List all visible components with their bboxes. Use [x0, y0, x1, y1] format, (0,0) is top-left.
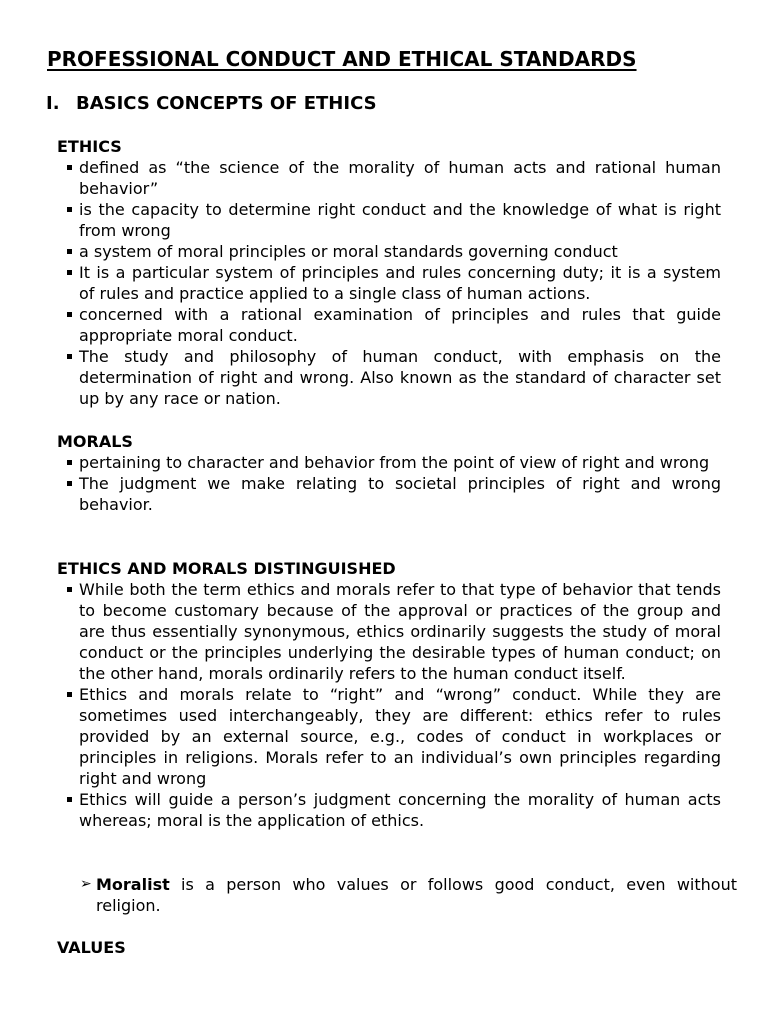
- square-bullet-icon: [67, 481, 72, 486]
- list-item: concerned with a rational examination of principles and rules that guide appropriate moral conduct.: [57, 304, 721, 346]
- moralist-definition: is a person who values or follows good conduct, even without religion.: [96, 875, 737, 915]
- moralist-term: Moralist: [96, 875, 170, 894]
- square-bullet-icon: [67, 249, 72, 254]
- list-item: It is a particular system of principles and rules concerning duty; it is a system of rules and practice applied to a single class of human actions.: [57, 262, 721, 304]
- list-item: The study and philosophy of human conduct, with emphasis on the determination of right and wrong. Also known as the standard of character set up by any race or nation.: [57, 346, 721, 409]
- list-item: a system of moral principles or moral standards governing conduct: [57, 241, 721, 262]
- square-bullet-icon: [67, 270, 72, 275]
- list-item: pertaining to character and behavior from the point of view of right and wrong: [57, 452, 721, 473]
- list-item: Ethics and morals relate to “right” and “wrong” conduct. While they are sometimes used interchangeably, they are different: ethics refer to rules provided by an external source, e.g., codes of conduct in workplaces or principles in religions. Morals refer to an individual’s own principles regarding right and wrong: [57, 684, 721, 789]
- document-title: PROFESSIONAL CONDUCT AND ETHICAL STANDARDS: [47, 47, 637, 71]
- list-item: is the capacity to determine right conduct and the knowledge of what is right from wrong: [57, 199, 721, 241]
- values-block: [57, 937, 721, 958]
- ethics-list: [57, 157, 721, 409]
- list-item: The judgment we make relating to societal principles of right and wrong behavior.: [57, 473, 721, 515]
- square-bullet-icon: [67, 207, 72, 212]
- ethics-block: [57, 136, 721, 409]
- moralist-item: [80, 874, 737, 916]
- section-number: I.: [46, 93, 60, 114]
- list-item: defined as “the science of the morality of human acts and rational human behavior”: [57, 157, 721, 199]
- morals-block: [57, 431, 721, 515]
- square-bullet-icon: [67, 460, 72, 465]
- square-bullet-icon: [67, 587, 72, 592]
- distinguished-list: [57, 579, 721, 831]
- list-item: While both the term ethics and morals refer to that type of behavior that tends to become customary because of the approval or practices of the group and are thus essentially synonymous, ethics ordinarily suggests the study of moral conduct or the principles underlying the desirable types of human conduct; on the other hand, morals ordinarily refers to the human conduct itself.: [57, 579, 721, 684]
- square-bullet-icon: [67, 797, 72, 802]
- distinguished-heading: ETHICS AND MORALS DISTINGUISHED: [57, 559, 396, 578]
- morals-heading: MORALS: [57, 432, 133, 451]
- square-bullet-icon: [67, 312, 72, 317]
- arrow-bullet-icon: ➢: [80, 876, 92, 892]
- square-bullet-icon: [67, 354, 72, 359]
- morals-list: [57, 452, 721, 515]
- square-bullet-icon: [67, 692, 72, 697]
- ethics-heading: ETHICS: [57, 137, 122, 156]
- section-title: BASICS CONCEPTS OF ETHICS: [76, 93, 377, 114]
- list-item: Ethics will guide a person’s judgment concerning the morality of human acts whereas; moral is the application of ethics.: [57, 789, 721, 831]
- square-bullet-icon: [67, 165, 72, 170]
- section-heading: [46, 91, 377, 117]
- values-heading: VALUES: [57, 938, 126, 957]
- distinguished-block: [57, 558, 721, 831]
